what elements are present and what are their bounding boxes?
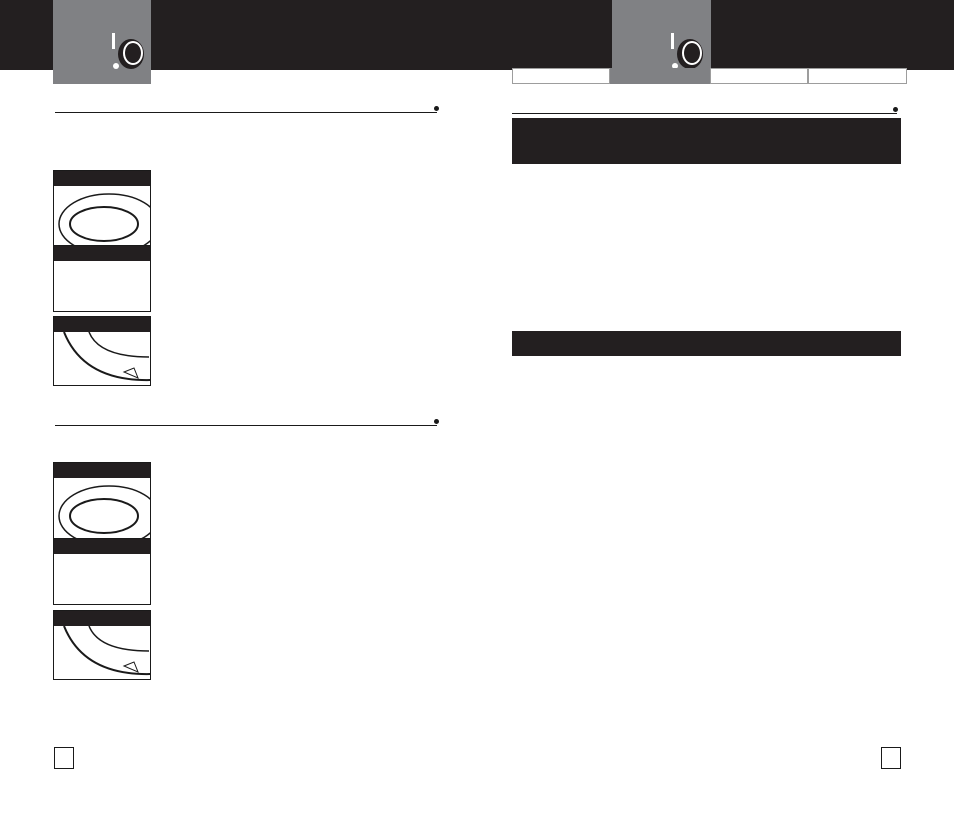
- panel-channel-buttons-2: [53, 610, 151, 680]
- page-number-left: [54, 747, 74, 769]
- speech-bubble-icon: [109, 32, 147, 72]
- bullet-dot: [434, 419, 439, 424]
- channel-buttons-illustration: [54, 626, 151, 679]
- tab-operation[interactable]: [610, 68, 710, 84]
- lcd-display-illustration: [54, 554, 151, 604]
- header-band-right: [477, 0, 954, 70]
- tab-introduction[interactable]: [512, 68, 610, 84]
- speech-bubble-icon: [668, 32, 706, 72]
- channel-buttons-illustration: [54, 332, 151, 385]
- mode-lock-button-illustration: [54, 186, 151, 249]
- panel-keystroke-on: [53, 538, 151, 605]
- panel-mode-lock: [53, 170, 151, 250]
- mode-lock-button-illustration: [54, 478, 151, 541]
- frequency-table: [512, 331, 901, 356]
- col-header-e: [800, 331, 901, 356]
- section-tab-left: [53, 0, 151, 84]
- frequency-box-title: [512, 118, 901, 164]
- lcd-display-illustration: [54, 261, 151, 311]
- table-header-row: [512, 331, 901, 356]
- section-rule: [55, 112, 437, 113]
- section-rule: [512, 113, 897, 114]
- panel-roger-beep-on: [53, 245, 151, 312]
- col-header-d: [722, 331, 800, 356]
- tab-warranty[interactable]: [808, 68, 907, 84]
- tab-customer-assistance[interactable]: [710, 68, 808, 84]
- bullet-dot: [893, 107, 898, 112]
- section-rule: [55, 425, 437, 426]
- bullet-dot: [434, 106, 439, 111]
- nav-tabs: [512, 68, 907, 84]
- col-header-a: [512, 331, 566, 356]
- col-header-c: [630, 331, 722, 356]
- col-header-b: [566, 331, 630, 356]
- panel-mode-lock-2: [53, 462, 151, 542]
- page-number-right: [881, 747, 901, 769]
- panel-channel-buttons: [53, 316, 151, 386]
